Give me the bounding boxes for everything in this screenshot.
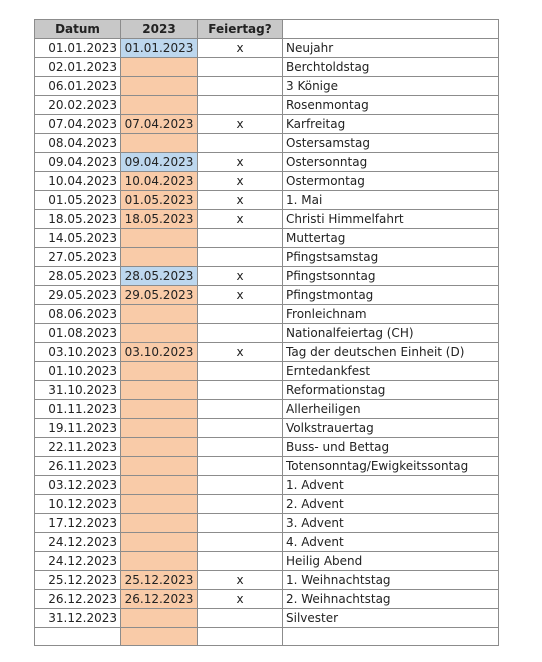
year-cell[interactable]	[121, 457, 198, 476]
date-cell[interactable]: 17.12.2023	[35, 514, 121, 533]
flag-cell[interactable]: x	[198, 210, 283, 229]
year-cell[interactable]: 01.01.2023	[121, 39, 198, 58]
flag-cell[interactable]: x	[198, 39, 283, 58]
year-cell[interactable]	[121, 324, 198, 343]
name-cell[interactable]: 3 Könige	[283, 77, 499, 96]
name-cell[interactable]: Ostersonntag	[283, 153, 499, 172]
table-row	[35, 609, 499, 628]
flag-cell[interactable]	[198, 58, 283, 77]
date-cell[interactable]: 31.10.2023	[35, 381, 121, 400]
date-cell[interactable]: 28.05.2023	[35, 267, 121, 286]
table-row	[35, 571, 499, 590]
date-cell[interactable]: 18.05.2023	[35, 210, 121, 229]
flag-cell[interactable]	[198, 381, 283, 400]
flag-cell[interactable]: x	[198, 153, 283, 172]
table-row	[35, 96, 499, 115]
date-cell[interactable]: 01.08.2023	[35, 324, 121, 343]
year-cell[interactable]	[121, 533, 198, 552]
date-cell[interactable]: 29.05.2023	[35, 286, 121, 305]
name-cell[interactable]: Allerheiligen	[283, 400, 499, 419]
name-cell[interactable]: 1. Weihnachtstag	[283, 571, 499, 590]
date-cell[interactable]: 14.05.2023	[35, 229, 121, 248]
date-cell[interactable]: 24.12.2023	[35, 552, 121, 571]
year-cell[interactable]: 26.12.2023	[121, 590, 198, 609]
date-cell[interactable]: 08.06.2023	[35, 305, 121, 324]
flag-cell[interactable]: x	[198, 172, 283, 191]
name-cell[interactable]: Volkstrauertag	[283, 419, 499, 438]
name-cell[interactable]: Pfingstsamstag	[283, 248, 499, 267]
table-row	[35, 324, 499, 343]
header-2023[interactable]: 2023	[121, 20, 198, 39]
date-cell[interactable]: 03.12.2023	[35, 476, 121, 495]
name-cell[interactable]: Ostersamstag	[283, 134, 499, 153]
flag-cell[interactable]	[198, 305, 283, 324]
year-cell[interactable]	[121, 248, 198, 267]
flag-cell[interactable]	[198, 514, 283, 533]
flag-cell[interactable]: x	[198, 286, 283, 305]
name-cell[interactable]: Muttertag	[283, 229, 499, 248]
year-cell[interactable]	[121, 381, 198, 400]
name-cell[interactable]: 4. Advent	[283, 533, 499, 552]
date-cell[interactable]: 22.11.2023	[35, 438, 121, 457]
year-cell[interactable]	[121, 495, 198, 514]
date-cell[interactable]: 27.05.2023	[35, 248, 121, 267]
sheet-body	[35, 20, 499, 646]
table-row	[35, 172, 499, 191]
year-cell[interactable]	[121, 514, 198, 533]
name-cell[interactable]: 2. Weihnachtstag	[283, 590, 499, 609]
flag-cell[interactable]	[198, 609, 283, 628]
table-row	[35, 362, 499, 381]
table-row	[35, 229, 499, 248]
flag-cell[interactable]	[198, 438, 283, 457]
name-cell[interactable]: Totensonntag/Ewigkeitssontag	[283, 457, 499, 476]
table-row	[35, 381, 499, 400]
year-cell[interactable]	[121, 305, 198, 324]
date-cell[interactable]: 07.04.2023	[35, 115, 121, 134]
name-cell[interactable]: Reformationstag	[283, 381, 499, 400]
year-cell[interactable]	[121, 400, 198, 419]
date-cell[interactable]: 09.04.2023	[35, 153, 121, 172]
table-row	[35, 495, 499, 514]
year-cell[interactable]	[121, 552, 198, 571]
date-cell[interactable]: 24.12.2023	[35, 533, 121, 552]
flag-cell[interactable]	[198, 476, 283, 495]
date-cell[interactable]: 01.05.2023	[35, 191, 121, 210]
flag-cell[interactable]	[198, 495, 283, 514]
flag-cell[interactable]: x	[198, 191, 283, 210]
date-cell[interactable]: 19.11.2023	[35, 419, 121, 438]
flag-cell[interactable]	[198, 552, 283, 571]
name-cell[interactable]: Pfingstmontag	[283, 286, 499, 305]
table-row	[35, 39, 499, 58]
year-cell[interactable]: 07.04.2023	[121, 115, 198, 134]
name-cell[interactable]: Berchtoldstag	[283, 58, 499, 77]
date-cell[interactable]: 01.01.2023	[35, 39, 121, 58]
table-row	[35, 210, 499, 229]
flag-cell[interactable]	[198, 229, 283, 248]
table-row	[35, 248, 499, 267]
year-cell[interactable]	[121, 58, 198, 77]
name-cell[interactable]: 2. Advent	[283, 495, 499, 514]
name-cell[interactable]: Karfreitag	[283, 115, 499, 134]
table-row	[35, 286, 499, 305]
flag-cell[interactable]	[198, 248, 283, 267]
flag-cell[interactable]	[198, 96, 283, 115]
date-cell[interactable]: 03.10.2023	[35, 343, 121, 362]
year-cell[interactable]: 29.05.2023	[121, 286, 198, 305]
year-cell[interactable]: 18.05.2023	[121, 210, 198, 229]
holiday-spreadsheet	[34, 19, 499, 646]
table-row	[35, 552, 499, 571]
date-cell[interactable]: 25.12.2023	[35, 571, 121, 590]
date-cell[interactable]: 20.02.2023	[35, 96, 121, 115]
name-cell[interactable]: Heilig Abend	[283, 552, 499, 571]
year-cell[interactable]	[121, 229, 198, 248]
name-cell[interactable]: Pfingstsonntag	[283, 267, 499, 286]
flag-cell[interactable]: x	[198, 267, 283, 286]
table-row	[35, 419, 499, 438]
header-feiertag[interactable]: Feiertag?	[198, 20, 283, 39]
flag-cell[interactable]	[198, 400, 283, 419]
name-cell[interactable]: Christi Himmelfahrt	[283, 210, 499, 229]
date-cell[interactable]: 10.04.2023	[35, 172, 121, 191]
date-cell[interactable]: 08.04.2023	[35, 134, 121, 153]
table-row	[35, 476, 499, 495]
flag-cell[interactable]: x	[198, 590, 283, 609]
year-cell[interactable]	[121, 96, 198, 115]
table-row	[35, 457, 499, 476]
header-datum[interactable]: Datum	[35, 20, 121, 39]
table-row	[35, 438, 499, 457]
flag-cell[interactable]	[198, 324, 283, 343]
table-row	[35, 77, 499, 96]
year-cell[interactable]: 25.12.2023	[121, 571, 198, 590]
date-cell[interactable]: 02.01.2023	[35, 58, 121, 77]
table-row	[35, 134, 499, 153]
name-cell[interactable]: Rosenmontag	[283, 96, 499, 115]
year-cell[interactable]	[121, 628, 198, 646]
table-row	[35, 514, 499, 533]
date-cell[interactable]: 10.12.2023	[35, 495, 121, 514]
table-row	[35, 628, 499, 646]
date-cell[interactable]: 26.12.2023	[35, 590, 121, 609]
table-row	[35, 343, 499, 362]
table-row	[35, 115, 499, 134]
year-cell[interactable]	[121, 438, 198, 457]
date-cell[interactable]	[35, 628, 121, 646]
date-cell[interactable]: 01.10.2023	[35, 362, 121, 381]
table-row	[35, 58, 499, 77]
name-cell[interactable]: Nationalfeiertag (CH)	[283, 324, 499, 343]
header-name[interactable]	[283, 20, 499, 39]
year-cell[interactable]	[121, 77, 198, 96]
flag-cell[interactable]	[198, 134, 283, 153]
name-cell[interactable]: Tag der deutschen Einheit (D)	[283, 343, 499, 362]
year-cell[interactable]: 10.04.2023	[121, 172, 198, 191]
name-cell[interactable]: Neujahr	[283, 39, 499, 58]
name-cell[interactable]: Fronleichnam	[283, 305, 499, 324]
table-row	[35, 305, 499, 324]
table-row	[35, 153, 499, 172]
flag-cell[interactable]	[198, 77, 283, 96]
date-cell[interactable]: 06.01.2023	[35, 77, 121, 96]
flag-cell[interactable]: x	[198, 343, 283, 362]
year-cell[interactable]	[121, 476, 198, 495]
table-row	[35, 267, 499, 286]
year-cell[interactable]: 01.05.2023	[121, 191, 198, 210]
name-cell[interactable]: Erntedankfest	[283, 362, 499, 381]
flag-cell[interactable]	[198, 362, 283, 381]
flag-cell[interactable]	[198, 628, 283, 646]
date-cell[interactable]: 31.12.2023	[35, 609, 121, 628]
name-cell[interactable]: Buss- und Bettag	[283, 438, 499, 457]
year-cell[interactable]: 09.04.2023	[121, 153, 198, 172]
name-cell[interactable]: Ostermontag	[283, 172, 499, 191]
year-cell[interactable]	[121, 362, 198, 381]
name-cell[interactable]: 1. Mai	[283, 191, 499, 210]
table-row	[35, 533, 499, 552]
table-row	[35, 400, 499, 419]
year-cell[interactable]	[121, 134, 198, 153]
name-cell[interactable]: 3. Advent	[283, 514, 499, 533]
flag-cell[interactable]: x	[198, 571, 283, 590]
table-row	[35, 590, 499, 609]
year-cell[interactable]: 28.05.2023	[121, 267, 198, 286]
table-row	[35, 191, 499, 210]
year-cell[interactable]: 03.10.2023	[121, 343, 198, 362]
name-cell[interactable]: 1. Advent	[283, 476, 499, 495]
date-cell[interactable]: 26.11.2023	[35, 457, 121, 476]
header-row	[35, 20, 499, 39]
date-cell[interactable]: 01.11.2023	[35, 400, 121, 419]
year-cell[interactable]	[121, 419, 198, 438]
name-cell[interactable]: Silvester	[283, 609, 499, 628]
flag-cell[interactable]	[198, 419, 283, 438]
name-cell[interactable]	[283, 628, 499, 646]
flag-cell[interactable]	[198, 457, 283, 476]
year-cell[interactable]	[121, 609, 198, 628]
flag-cell[interactable]: x	[198, 115, 283, 134]
flag-cell[interactable]	[198, 533, 283, 552]
